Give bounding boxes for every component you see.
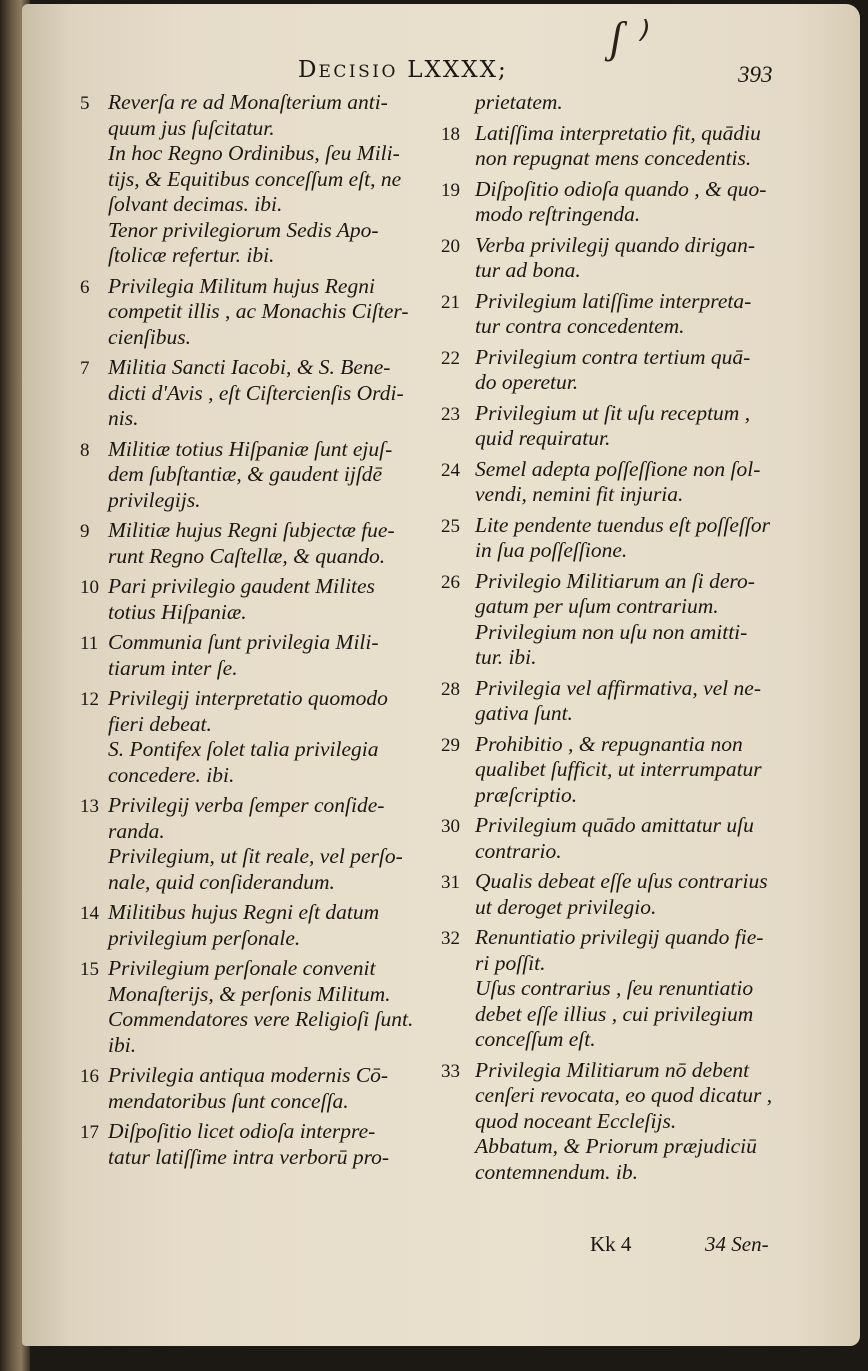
entry-line: Verba privilegij quando dirigan- [475, 232, 756, 257]
entry-text [475, 569, 786, 671]
entry-line: mendatoribus ſunt conceſſa. [108, 1088, 349, 1113]
entry-line: in ſua poſſeſſione. [475, 538, 628, 562]
entry-line: ſtolicæ refertur. ibi. [108, 243, 275, 267]
entry-line: tur. ibi. [475, 645, 537, 669]
entry-line: Privilegium latiſſime interpreta- [475, 288, 752, 313]
entry-line: Latiſſima interpretatio fit, quādiu [475, 120, 761, 145]
entry-number: 11 [80, 633, 99, 654]
summary-entry [441, 813, 786, 864]
summary-entry [80, 274, 432, 351]
entry-line: quum jus ſuſcitatur. [108, 115, 275, 140]
entry-line: Privilegia Militum hujus Regni [108, 273, 375, 298]
entry-line: nis. [108, 406, 139, 430]
entry-text [475, 401, 786, 452]
entry-line: gativa ſunt. [475, 701, 573, 725]
entry-line: totius Hiſpaniæ. [108, 599, 247, 624]
entry-number: 25 [441, 515, 460, 537]
entry-line: competit illis , ac Monachis Ciſter- [108, 299, 409, 323]
entry-line: cienſibus. [108, 324, 191, 349]
entry-text [108, 956, 432, 1058]
summary-entry [441, 569, 786, 671]
entry-text [108, 574, 432, 625]
entry-line: tur contra concedentem. [475, 314, 685, 338]
entry-line: runt Regno Caſtellæ, & quando. [108, 543, 386, 568]
entry-line: debet eſſe illius , cui privilegium [475, 1001, 754, 1026]
entry-number: 5 [80, 93, 90, 114]
entry-number: 16 [80, 1066, 99, 1087]
summary-entry [80, 355, 432, 432]
entry-line: Militia Sancti Iacobi, & S. Bene- [108, 355, 391, 379]
entry-line: Privilegij interpretatio quomodo [108, 686, 388, 710]
entry-line: Qualis debeat eſſe uſus contrarius [475, 869, 768, 893]
entry-line: Privilegium non uſu non amitti- [475, 619, 748, 644]
summary-entry [80, 686, 432, 788]
entry-text [108, 1063, 432, 1114]
summary-entry [441, 289, 786, 340]
entry-line: Privilegia antiqua modernis Cō- [108, 1063, 389, 1087]
summary-entry [80, 437, 432, 514]
entry-number: 33 [441, 1060, 460, 1082]
entry-text [108, 630, 432, 681]
entry-number: 26 [441, 571, 460, 593]
entry-line: Diſpoſitio odioſa quando , & quo- [475, 176, 767, 201]
entry-line: Privilegium, ut ſit reale, vel perſo- [108, 844, 403, 868]
entry-text [475, 513, 786, 564]
entry-line: ut deroget privilegio. [475, 894, 657, 919]
entry-number: 24 [441, 459, 460, 481]
handwritten-annotation: ʃ ⁾ [610, 13, 645, 62]
entry-line: Lite pendente tuendus eſt poſſeſſor [475, 512, 770, 537]
entry-line: ibi. [108, 1032, 137, 1057]
summary-entry [80, 574, 432, 625]
entry-line: ri poſſit. [475, 950, 546, 975]
entry-line: randa. [108, 818, 165, 843]
entry-text [108, 274, 432, 351]
summary-entry [80, 1119, 432, 1170]
entry-text [475, 177, 786, 228]
summary-entry [441, 869, 786, 920]
entry-line: Militiæ totius Hiſpaniæ ſunt ejuſ- [108, 436, 393, 461]
entry-text [108, 900, 432, 951]
entry-line: contemnendum. ib. [475, 1159, 639, 1184]
entry-line: Privilegium contra tertium quā- [475, 344, 751, 369]
entry-text [475, 732, 786, 809]
entry-line: Privilegium perſonale convenit [108, 956, 376, 980]
entry-line: Prohibitio , & repugnantia non [475, 731, 743, 756]
entry-text [475, 813, 786, 864]
entry-line: Monaſterijs, & perſonis Militum. [108, 981, 391, 1006]
entry-line: dem ſubſtantiæ, & gaudent ijſdē [108, 462, 383, 486]
entry-line: fieri debeat. [108, 711, 212, 736]
right-column [441, 90, 786, 1190]
entry-line: Reverſa re ad Monaſterium anti- [108, 90, 388, 114]
entry-text [108, 355, 432, 432]
entry-line: Commendatores vere Religioſi ſunt. [108, 1007, 414, 1031]
entry-line: Privilegia Militiarum nō debent [475, 1057, 750, 1082]
entry-text [475, 869, 786, 920]
entry-line: qualibet ſufficit, ut interrumpatur [475, 757, 762, 781]
summary-entry [441, 177, 786, 228]
entry-line: non repugnat mens concedentis. [475, 146, 752, 170]
entry-text [475, 289, 786, 340]
entry-line: Tenor privilegiorum Sedis Apo- [108, 217, 379, 242]
entry-text [475, 121, 786, 172]
entry-line: tiarum inter ſe. [108, 655, 238, 680]
summary-entry [80, 1063, 432, 1114]
summary-entry [441, 121, 786, 172]
entry-line: tur ad bona. [475, 258, 581, 282]
running-title: DECISIO LXXXX; [298, 57, 508, 83]
entry-line: Privilegia vel affirmativa, vel ne- [475, 675, 761, 700]
catchword: 34 Sen- [705, 1232, 769, 1256]
summary-entry [80, 956, 432, 1058]
entry-text [108, 1119, 432, 1170]
entry-line: Militibus hujus Regni eſt datum [108, 900, 380, 924]
entry-number: 21 [441, 291, 460, 313]
summary-entry [441, 233, 786, 284]
entry-number: 12 [80, 689, 99, 710]
entry-line: Militiæ hujus Regni ſubjectæ fue- [108, 518, 395, 542]
entry-text [475, 925, 786, 1053]
entry-text [475, 457, 786, 508]
entry-text [108, 437, 432, 514]
entry-text [108, 90, 432, 269]
entry-line: Communia ſunt privilegia Mili- [108, 630, 379, 654]
entry-line: Privilegium ut ſit uſu receptum , [475, 400, 751, 425]
entry-number: 30 [441, 816, 460, 837]
summary-entry [441, 676, 786, 727]
entry-text [108, 518, 432, 569]
entry-line: modo reſtringenda. [475, 202, 641, 226]
summary-entry [441, 1058, 786, 1186]
entry-line: Uſus contrarius , ſeu renuntiatio [475, 976, 754, 1000]
entry-line: Privilegij verba ſemper conſide- [108, 793, 385, 817]
summary-entry [441, 513, 786, 564]
entry-line: vendi, nemini fit injuria. [475, 482, 684, 506]
summary-entry [80, 900, 432, 951]
summary-entry [441, 345, 786, 396]
summary-entry [80, 793, 432, 895]
entry-text [475, 345, 786, 396]
entry-text [108, 793, 432, 895]
entry-line: tatur latiſſime intra verborū pro- [108, 1144, 390, 1169]
entry-number: 28 [441, 678, 460, 700]
entry-text [475, 233, 786, 284]
entry-line: Privilegio Militiarum an ſi dero- [475, 568, 755, 593]
entry-number: 6 [80, 276, 90, 298]
entry-line: do operetur. [475, 370, 579, 394]
entry-number: 8 [80, 439, 90, 461]
entry-line: dicti d'Avis , eſt Ciſtercienſis Ordi- [108, 380, 404, 405]
entry-number: 19 [441, 179, 460, 201]
entry-line: Privilegium quādo amittatur uſu [475, 813, 754, 837]
entry-line: ſolvant decimas. ibi. [108, 192, 283, 216]
entry-line: privilegijs. [108, 487, 201, 512]
entry-line: gatum per uſum contrarium. [475, 594, 719, 618]
entry-line: præſcriptio. [475, 782, 578, 807]
entry-number: 23 [441, 403, 460, 425]
signature-mark: Kk 4 [590, 1232, 632, 1256]
page-number: 393 [738, 62, 773, 87]
continuation-line: prietatem. [475, 90, 563, 114]
entry-number: 10 [80, 577, 99, 598]
entry-text [475, 676, 786, 727]
entry-number: 17 [80, 1122, 99, 1143]
summary-entry [80, 90, 432, 269]
summary-entry [441, 925, 786, 1053]
entry-line: Renuntiatio privilegij quando fie- [475, 925, 764, 949]
entry-line: concedere. ibi. [108, 762, 235, 787]
entry-line: quid requiratur. [475, 426, 611, 450]
entry-line: contrario. [475, 838, 562, 863]
entry-line: quod noceant Eccleſijs. [475, 1108, 677, 1133]
entry-line: Diſpoſitio licet odioſa interpre- [108, 1119, 376, 1143]
entry-number: 13 [80, 796, 99, 817]
entry-number: 31 [441, 872, 460, 893]
entry-line: Semel adepta poſſeſſione non ſol- [475, 456, 761, 481]
left-column [80, 90, 432, 1175]
summary-entry [80, 630, 432, 681]
entry-text [475, 1058, 786, 1186]
summary-entry [441, 457, 786, 508]
summary-entry [441, 732, 786, 809]
entry-line: In hoc Regno Ordinibus, ſeu Mili- [108, 141, 400, 165]
entry-number: 29 [441, 734, 460, 756]
entry-line: privilegium perſonale. [108, 925, 301, 950]
entry-number: 20 [441, 235, 460, 257]
entry-line: tijs, & Equitibus conceſſum eſt, ne [108, 166, 402, 191]
entry-number: 18 [441, 123, 460, 145]
entry-line: Pari privilegio gaudent Milites [108, 574, 375, 598]
entry-line: nale, quid conſiderandum. [108, 869, 335, 894]
entry-line: S. Pontifex ſolet talia privilegia [108, 737, 379, 761]
entry-line: Abbatum, & Priorum præjudiciū [475, 1134, 757, 1158]
entry-line: conceſſum eſt. [475, 1027, 596, 1051]
entry-number: 22 [441, 347, 460, 369]
entry-number: 7 [80, 358, 90, 379]
entry-number: 14 [80, 903, 99, 924]
summary-entry [441, 401, 786, 452]
entry-text [108, 686, 432, 788]
entry-number: 32 [441, 928, 460, 949]
summary-entry [80, 518, 432, 569]
entry-number: 9 [80, 521, 90, 542]
entry-number: 15 [80, 959, 99, 980]
entry-line: cenſeri revocata, eo quod dicatur , [475, 1083, 773, 1107]
